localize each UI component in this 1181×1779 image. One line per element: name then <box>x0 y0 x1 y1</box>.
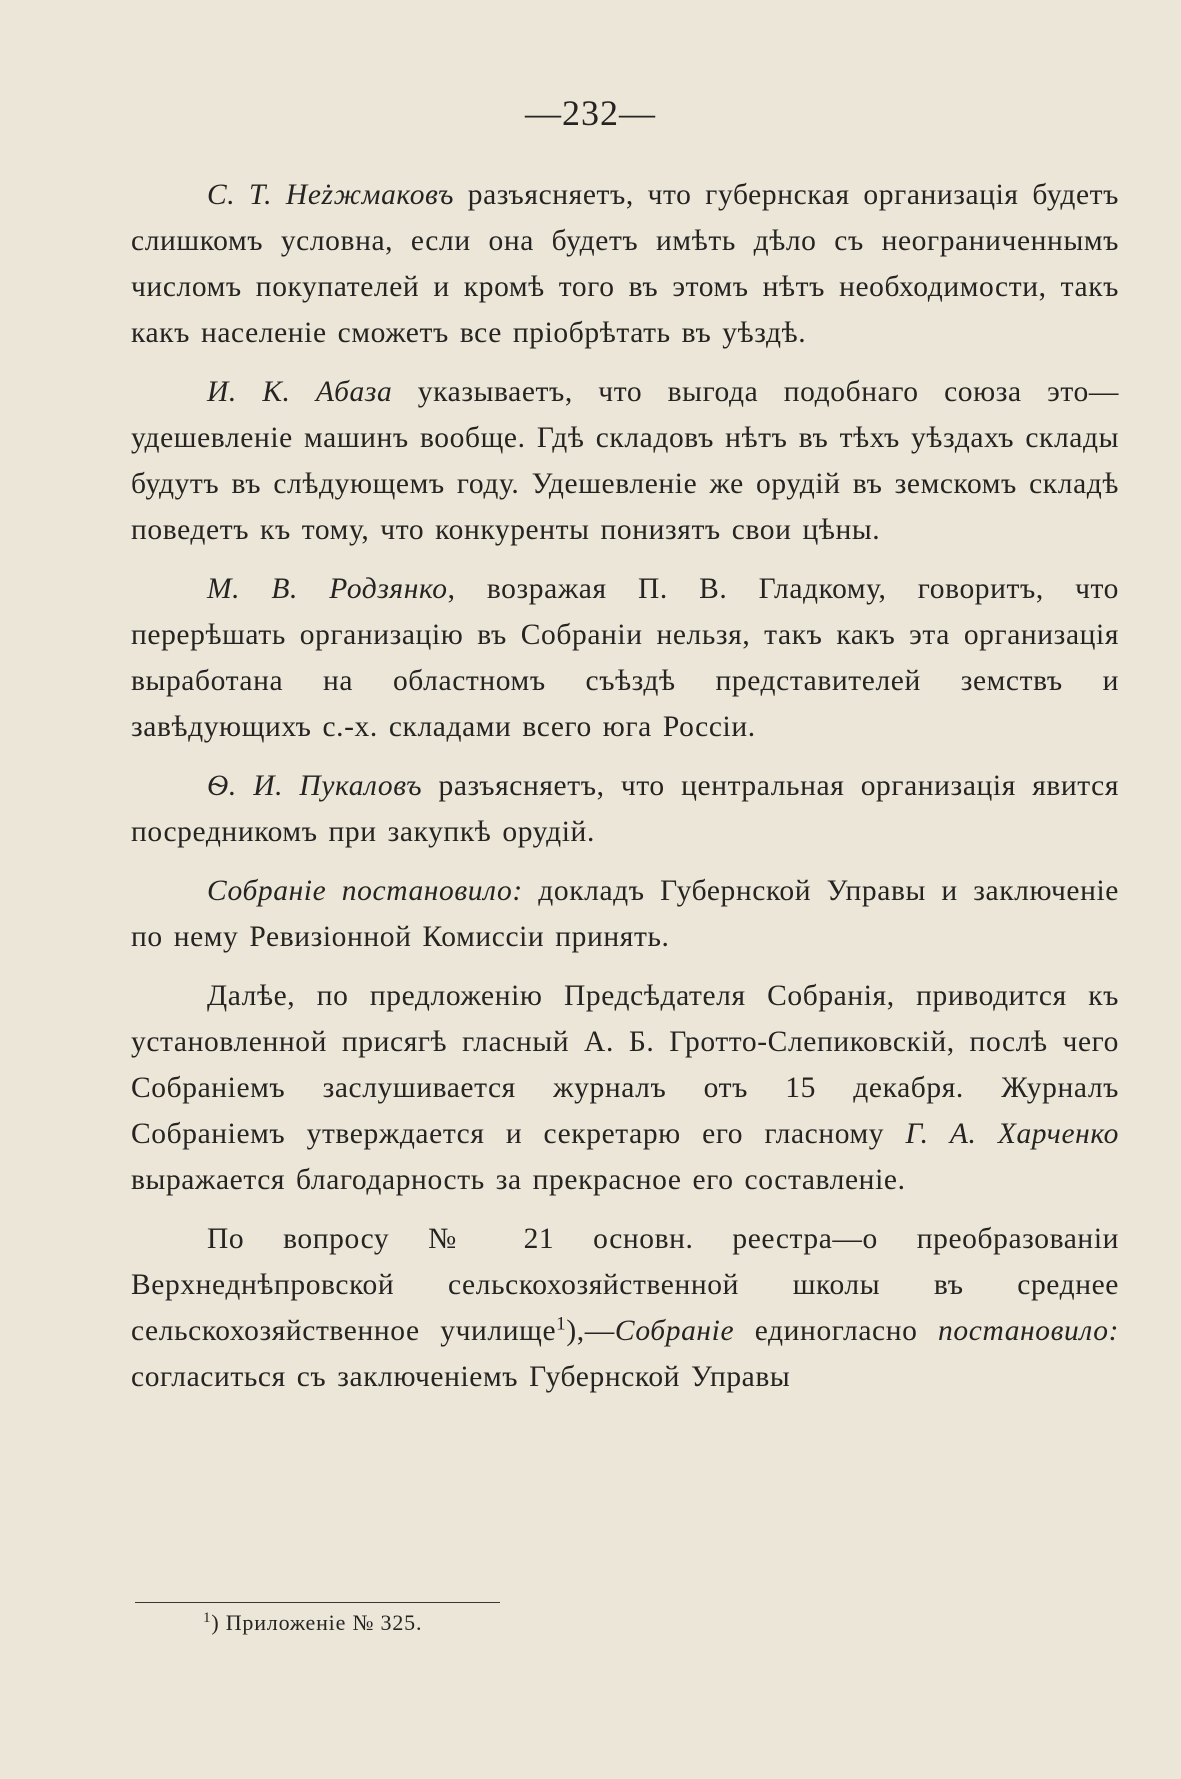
footnote <box>203 1608 422 1638</box>
paragraph-text: ),— <box>566 1315 615 1347</box>
speaker-name: М. В. Родзянко <box>207 573 448 605</box>
speaker-name: И. К. Абаза <box>207 376 393 408</box>
paragraph-abaza <box>131 369 1119 553</box>
paragraph-nezhmakov <box>131 172 1119 356</box>
paragraph-oath <box>131 973 1119 1203</box>
paragraph-text: разъясняетъ, что центральная организація явится посредникомъ при закупкѣ орудій. <box>131 770 1119 848</box>
paragraph-school <box>131 1216 1119 1400</box>
paragraph-text: докладъ Губернской Управы и заключеніе по нему Ревизіонной Комиссіи принять. <box>131 875 1119 953</box>
footnote-text: ) Приложеніе № 325. <box>211 1610 423 1635</box>
resolution-label: Собраніе постановило: <box>207 875 523 907</box>
speaker-name: С. Т. Неżжмаковъ <box>207 179 454 211</box>
paragraph-text: указываетъ, что выгода подобнаго союза это—удешевленіе машинъ вообще. Гдѣ складовъ нѣтъ въ тѣхъ уѣздахъ склады будутъ въ слѣдующемъ году. Удешевленіе же орудій въ земскомъ складѣ поведетъ къ тому, что конкуренты понизятъ свои цѣны. <box>131 376 1119 546</box>
paragraph-rodzyanko <box>131 566 1119 750</box>
resolution-verb: постановило: <box>938 1315 1119 1347</box>
paragraph-text: согласиться съ заключеніемъ Губернской Управы <box>131 1361 791 1393</box>
paragraph-text: выражается благодарность за прекрасное его составленіе. <box>131 1164 906 1196</box>
footnote-marker: 1 <box>203 1610 212 1626</box>
paragraph-text: , возражая П. В. Гладкому, говоритъ, что перерѣшать организацію въ Собраніи нельзя, такъ какъ эта организація выработана на областномъ съѣздѣ представителей земствъ и завѣдующихъ с.-х. складами всего юга Россіи. <box>131 573 1120 743</box>
paragraph-resolution <box>131 868 1119 960</box>
paragraph-text: разъясняетъ, что губернская организація будетъ слишкомъ условна, если она будетъ имѣть дѣло съ неограниченнымъ числомъ покупателей и кромѣ того въ этомъ нѣтъ необходимости, такъ какъ населеніе сможетъ все пріобрѣтать въ уѣздѣ. <box>131 179 1119 349</box>
paragraph-text: Далѣе, по предложенію Предсѣдателя Собранія, приводится къ установленной присягѣ гласный А. Б. Гротто-Слепиковскій, послѣ чего Собраніемъ заслушивается журналъ отъ 15 декабря. Журналъ Собраніемъ утверждается и секретарю его гласному <box>131 980 1119 1150</box>
paragraph-text: По вопросу № 21 основн. реестра—о преобразованіи Верхнеднѣпровской сельскохозяйственной школы въ среднее сельскохозяйственное училище <box>131 1223 1119 1347</box>
paragraph-pukalov <box>131 763 1119 855</box>
speaker-name: Ѳ. И. Пукаловъ <box>207 770 423 802</box>
paragraph-text: единогласно <box>734 1315 939 1347</box>
resolution-subject: Собраніе <box>614 1315 735 1347</box>
body-text <box>131 172 1119 1400</box>
person-name: Г. А. Харченко <box>905 1118 1119 1150</box>
footnote-reference: 1 <box>556 1313 567 1335</box>
page-number: —232— <box>525 93 656 133</box>
footnote-rule <box>135 1602 500 1603</box>
